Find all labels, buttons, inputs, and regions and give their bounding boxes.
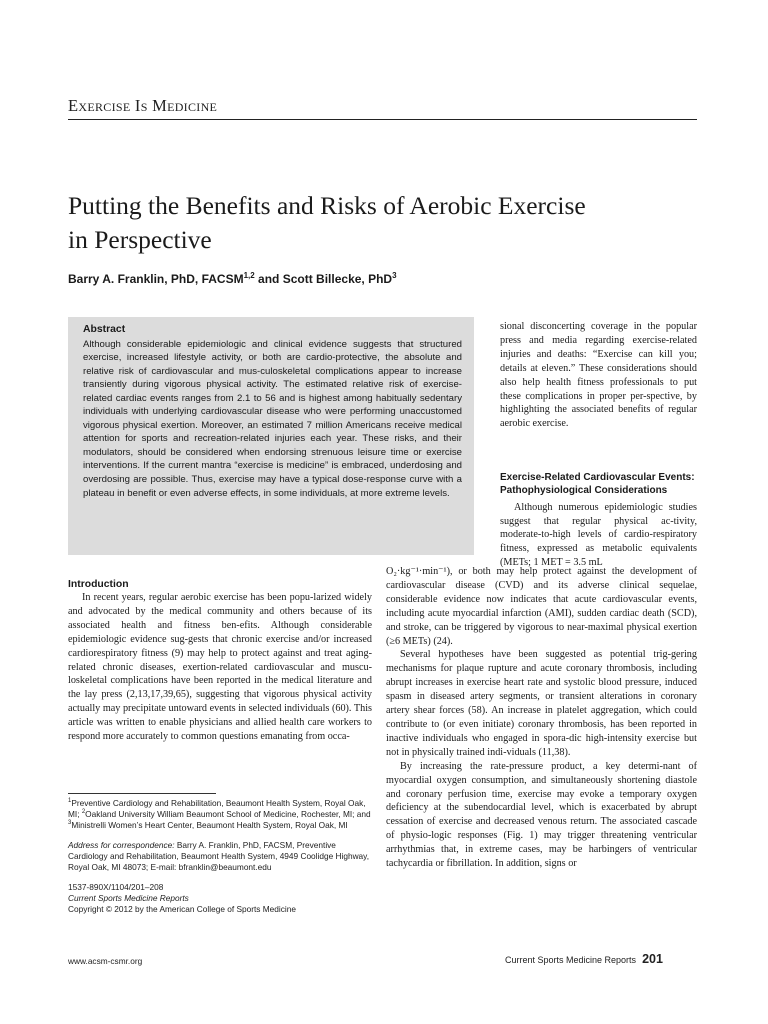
article-title [68, 189, 708, 257]
author-line [68, 272, 397, 286]
correspondence-label: Address for correspondence: [68, 840, 175, 850]
affil-3: Ministrelli Women’s Heart Center, Beaumont Health System, Royal Oak, MI [71, 820, 348, 830]
affil-3-marker: 3 [68, 820, 72, 827]
paragraph-hypotheses: Several hypotheses have been suggested as potential trig-gering mechanisms for plaque rupture and acute coronary thrombosis, including abrupt increases in exercise heart rate and systolic blood pressure, induced spasm in diseased artery segments, or transient alterations in coronary artery shear forces (58). An increase in platelet aggregation, which could contribute to (or even initiate) coronary thrombosis, has been reported in inactive individuals who engaged in spora-dic high-intensity exercise but not in physically trained indi-viduals (11,38). [386, 649, 697, 758]
footer-journal: Current Sports Medicine Reports [505, 955, 637, 965]
introduction-heading: Introduction [68, 579, 129, 590]
author-1: Barry A. Franklin, PhD, FACSM [68, 272, 244, 286]
affil-1-marker: 1 [68, 798, 72, 805]
correspondence [68, 840, 373, 873]
page-number: 201 [642, 952, 663, 966]
abstract-text: Although considerable epidemiologic and clinical evidence suggests that structured exercise, increased lifestyle activity, or both are cardio-protective, the absolute and relative risk of cardiovascular and mus-culoskeletal complications appear to increase transiently during vigorous physical activity. The estimated relative risk of exercise-related cardiac events ranges from 2.1 to 56 and is highest among habitually sedentary individuals with underlying cardiovascular disease who were performing unaccustomed vigorous physical exertion. Moreover, an estimated 7 million Americans receive medical attention for sports and recreation-related injuries each year. These risks, and their modulators, should be considered when endorsing strenuous leisure time or exercise interventions. If the current mantra “exercise is medicine” is embraced, underdosing and overdosing are possible. Thus, exercise may have a typical dose-response curve with a plateau in benefit or even adverse effects, in some individuals, at more extreme levels. [83, 338, 462, 499]
introduction-section [68, 578, 372, 744]
footnote-rule [68, 793, 216, 794]
right-column-intro-text: sional disconcerting coverage in the popular press and media regarding exercise-related injuries and deaths: “Exercise can kill you; details at eleven.” These considerations should also help health fitness professionals to put these complications in proper per-spective, by highlighting the associated benefits of regular aerobic exercise. [500, 321, 697, 430]
affil-2-marker: 2 [81, 809, 86, 816]
author-2-affiliation: 3 [392, 271, 397, 280]
title-line-1: Putting the Benefits and Risks of Aerobic Exercise [68, 191, 586, 220]
footnotes [68, 798, 373, 924]
right-column-continuation [386, 565, 697, 871]
subsection-heading: Exercise-Related Cardiovascular Events: Pathophysiological Considerations [500, 472, 695, 497]
affil-2: Oakland University William Beaumont School of Medicine, Rochester, MI; and [85, 809, 371, 819]
copyright: Copyright © 2012 by the American College of Sports Medicine [68, 904, 296, 914]
journal-name: Current Sports Medicine Reports [68, 893, 189, 903]
section-header: Exercise Is Medicine [68, 96, 218, 115]
right-column-intro [500, 320, 697, 431]
affil-1: Preventive Cardiology and Rehabilitation, Beaumont Health System, Royal Oak, MI; [68, 798, 366, 819]
right-column-narrow-paragraph: Although numerous epidemiologic studies suggest that regular physical ac-tivity, moderate-to-high levels of cardio-respiratory fitness, expressed as metabolic equivalents (METs; 1 MET = 3.5 mL [500, 501, 697, 569]
introduction-text: In recent years, regular aerobic exercise has been popu-larized widely and advocated by the medical community and others because of its associated health and fitness ben-efits. Although considerable epidemiologic evidence sug-gests that chronic exercise and/or increased cardiorespiratory fitness (9) may help to protect against and treat aging-related chronic diseases, exertion-related cardiovascular and muscu-loskeletal complications have been reported in the medical literature and the lay press (2,13,17,39,65), suggesting that vigorous physical activity actually may precipitate untoward events in selected individuals (60). This article was written to enable physicians and allied health care workers to respond more accurately to common questions emanating from occa- [68, 592, 372, 743]
author-1-affiliation: 1,2 [243, 271, 255, 280]
abstract-heading: Abstract [83, 324, 126, 335]
footer-journal-page [505, 952, 663, 966]
affiliations [68, 798, 373, 831]
issn: 1537-890X/1104/201–208 [68, 882, 164, 892]
paragraph-rate-pressure: By increasing the rate-pressure product, a key determi-nant of myocardial oxygen consumption, and simultaneously shortening diastole and coronary perfusion time, exercise may evoke a temporary oxygen deficiency at the subendocardial level, which is exacerbated by abrupt cessation of exercise and decreased venous return. The associated cascade of physio-logic responses (Fig. 1) may trigger threatening ventricular arrhythmias that, in extreme cases, may be harbingers of ventricular tachycardia or fibrillation. In addition, signs or [386, 760, 697, 870]
abstract-box [68, 317, 474, 555]
publication-info [68, 882, 373, 915]
header-rule [68, 119, 697, 120]
author-2: and Scott Billecke, PhD [254, 272, 393, 286]
correspondence-text: Barry A. Franklin, PhD, FACSM, Preventive Cardiology and Rehabilitation, Beaumont Health System, 4949 Coolidge Highway, Royal Oak, MI 48073; E-mail: bfranklin@beaumont.edu [68, 840, 370, 872]
title-line-2: in Perspective [68, 225, 212, 254]
footer-url[interactable]: www.acsm-csmr.org [68, 956, 143, 966]
paragraph-cvd-triggers: O₂·kg⁻¹·min⁻¹), or both may help protect against the development of cardiovascular disease (CVD) and its adverse clinical sequelae, considerable evidence now indicates that acute cardiovascular events, including acute myocardial infarction (AMI), sudden cardiac death (SCD), and stroke, can be triggered by vigorous to near-maximal physical exertion (≥6 METs) (24). [386, 566, 697, 647]
right-column-section [500, 471, 697, 570]
